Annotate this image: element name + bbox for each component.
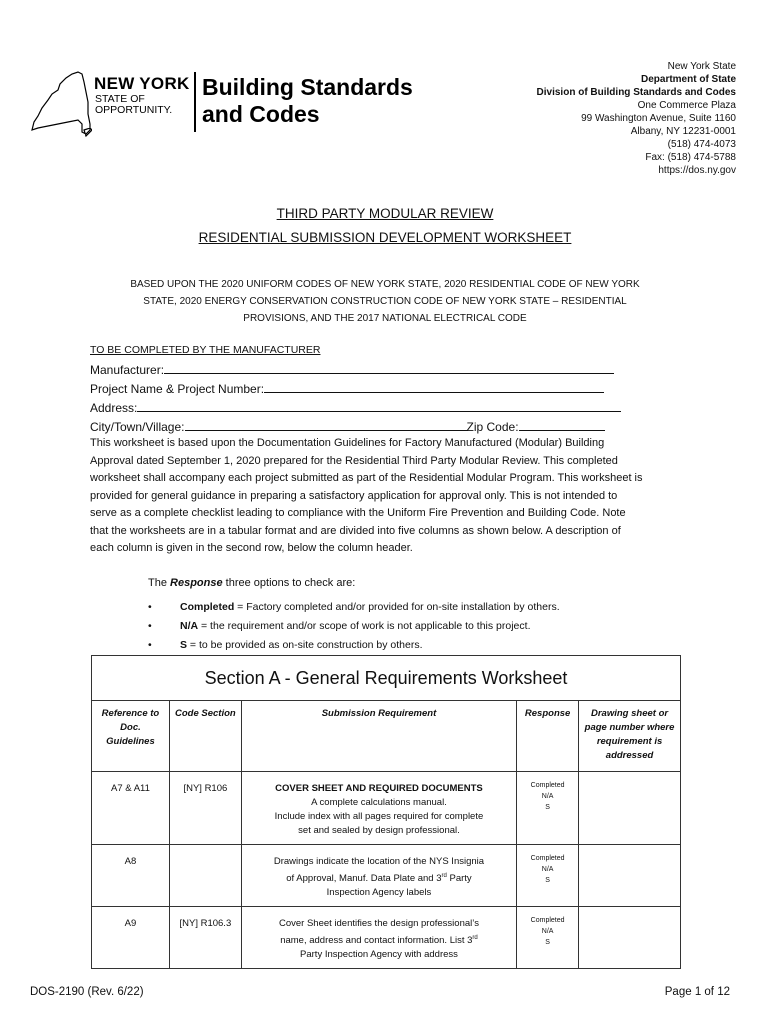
manufacturer-field xyxy=(90,359,690,378)
table-row xyxy=(92,845,681,907)
logo-divider xyxy=(194,72,196,132)
section-a-title: Section A - General Requirements Worksheet xyxy=(92,656,681,701)
response-option-s[interactable]: S xyxy=(545,877,550,884)
response-options-intro xyxy=(148,577,355,589)
form-number: DOS-2190 (Rev. 6/22) xyxy=(30,986,144,998)
response-option-completed[interactable]: Completed xyxy=(530,917,565,925)
requirement-line: Include index with all pages required for complete xyxy=(274,811,484,822)
header-reference: Reference to Doc. Guidelines xyxy=(92,701,170,772)
cell-code: [NY] R106.3 xyxy=(169,907,241,969)
response-intro-post: three options to check are: xyxy=(222,577,356,589)
cell-drawing-sheet[interactable] xyxy=(579,772,681,845)
requirement-text: name, address and contact information. List 3 xyxy=(280,935,473,947)
address-city: Albany, NY 12231-0001 xyxy=(630,126,736,137)
address-label: Address: xyxy=(90,401,138,415)
agency-address-block xyxy=(537,60,736,177)
ordinal-suffix: rd xyxy=(441,873,447,879)
header-code: Code Section xyxy=(169,701,241,772)
response-options-list xyxy=(148,598,560,655)
logo-tagline-line-2: OPPORTUNITY. xyxy=(95,104,173,116)
address-state: New York State xyxy=(667,61,736,72)
manufacturer-input-line[interactable] xyxy=(164,359,614,374)
document-title-line-1: THIRD PARTY MODULAR REVIEW xyxy=(276,206,494,221)
project-input-line[interactable] xyxy=(264,378,604,393)
table-header-row xyxy=(92,701,681,772)
manufacturer-label: Manufacturer: xyxy=(90,363,165,377)
response-option-completed[interactable]: Completed xyxy=(530,855,565,862)
address-plaza: One Commerce Plaza xyxy=(637,100,736,111)
logo-new-york-text: NEW YORK xyxy=(94,74,190,93)
requirement-heading: COVER SHEET AND REQUIRED DOCUMENTS xyxy=(275,783,483,794)
cell-reference: A8 xyxy=(92,845,170,907)
based-upon-line-2: STATE, 2020 ENERGY CONSERVATION CONSTRUCTION CODE OF NEW YORK STATE – RESIDENTIAL xyxy=(143,296,627,307)
response-intro-word: Response xyxy=(170,577,223,589)
bullet-icon: • xyxy=(148,620,152,632)
new-york-state-outline-icon xyxy=(28,64,92,140)
zip-input-line[interactable] xyxy=(519,416,605,431)
cell-code: [NY] R106 xyxy=(169,772,241,845)
requirement-line: A complete calculations manual. xyxy=(311,797,447,808)
cell-code xyxy=(169,845,241,907)
address-phone: (518) 474-4073 xyxy=(667,139,736,150)
table-row xyxy=(92,907,681,969)
manufacturer-form-heading: TO BE COMPLETED BY THE MANUFACTURER xyxy=(90,344,321,356)
option-text: = the requirement and/or scope of work is not applicable to this project. xyxy=(198,620,531,632)
description-line-4: provided for general guidance in preparing a satisfactory application for approval only. This is not intended to xyxy=(90,489,618,502)
based-upon-statement xyxy=(95,276,675,327)
cell-drawing-sheet[interactable] xyxy=(579,907,681,969)
description-line-5: serve as a complete checklist leading to compliance with the Uniform Fire Prevention and Building Code. Note xyxy=(90,507,626,519)
response-option-s[interactable]: S xyxy=(545,939,550,947)
cell-requirement xyxy=(241,772,516,845)
address-input-line[interactable] xyxy=(137,397,621,412)
description-line-7: each column is given in the second row, below the column header. xyxy=(90,542,413,554)
page-number: Page 1 of 12 xyxy=(664,986,730,998)
agency-logo xyxy=(28,60,428,150)
logo-division-name xyxy=(202,74,413,128)
response-option-na[interactable]: N/A xyxy=(541,928,554,936)
city-label: City/Town/Village: xyxy=(90,420,185,434)
requirement-line xyxy=(248,869,510,886)
cell-drawing-sheet[interactable] xyxy=(579,845,681,907)
project-field xyxy=(90,378,690,397)
worksheet-description xyxy=(90,435,670,558)
option-text: = to be provided as on-site construction by others. xyxy=(187,639,423,651)
list-item xyxy=(148,636,560,655)
requirement-line: Party Inspection Agency with address xyxy=(300,949,458,961)
option-text: = Factory completed and/or provided for on-site installation by others. xyxy=(234,601,560,613)
requirement-line: Drawings indicate the location of the NYS Insignia xyxy=(273,856,485,867)
logo-division-line-1: Building Standards xyxy=(202,74,413,100)
based-upon-line-1: BASED UPON THE 2020 UNIFORM CODES OF NEW YORK STATE, 2020 RESIDENTIAL CODE OF NEW YORK xyxy=(130,279,640,290)
cell-response[interactable] xyxy=(517,845,579,907)
zip-label: Zip Code: xyxy=(466,420,519,434)
requirement-line: set and sealed by design professional. xyxy=(298,825,460,836)
header-response: Response xyxy=(517,701,579,772)
requirement-text: of Approval, Manuf. Data Plate and 3 xyxy=(286,873,442,885)
address-field xyxy=(90,397,690,416)
document-title-line-2: RESIDENTIAL SUBMISSION DEVELOPMENT WORKSHEET xyxy=(198,230,572,245)
header-requirement: Submission Requirement xyxy=(241,701,516,772)
option-term: Completed xyxy=(180,601,235,613)
option-term: S xyxy=(180,639,188,651)
cell-response[interactable] xyxy=(517,907,579,969)
list-item xyxy=(148,617,560,636)
description-line-3: worksheet shall accompany each project submitted as part of the Residential Modular Program. This worksheet is xyxy=(90,472,643,484)
cell-requirement xyxy=(241,907,516,969)
logo-division-line-2: and Codes xyxy=(202,101,320,127)
response-option-completed[interactable]: Completed xyxy=(530,782,565,789)
description-line-2: Approval dated September 1, 2020 prepared for the Residential Third Party Modular Review. This completed xyxy=(90,454,618,467)
response-option-na[interactable]: N/A xyxy=(541,866,554,873)
cell-response[interactable] xyxy=(517,772,579,845)
cell-requirement xyxy=(241,845,516,907)
address-division: Division of Building Standards and Codes xyxy=(536,87,736,98)
description-line-1: This worksheet is based upon the Documentation Guidelines for Factory Manufactured (Modular) Building xyxy=(90,437,605,449)
cell-reference: A9 xyxy=(92,907,170,969)
response-option-s[interactable]: S xyxy=(545,804,550,811)
requirement-line: Cover Sheet identifies the design professional’s xyxy=(278,918,479,930)
manufacturer-form xyxy=(90,344,690,435)
option-term: N/A xyxy=(180,620,199,632)
response-option-na[interactable]: N/A xyxy=(541,793,554,800)
description-line-6: that the worksheets are in a tabular format and are divided into five columns as shown below. A description of xyxy=(90,524,621,537)
address-street: 99 Washington Avenue, Suite 1160 xyxy=(581,113,736,124)
project-label: Project Name & Project Number: xyxy=(90,382,265,396)
logo-tagline xyxy=(95,94,172,116)
table-row xyxy=(92,772,681,845)
ordinal-suffix: rd xyxy=(472,935,478,942)
city-input-line[interactable] xyxy=(185,416,467,431)
address-fax: Fax: (518) 474-5788 xyxy=(645,152,736,163)
bullet-icon: • xyxy=(148,601,152,613)
section-a-table xyxy=(91,655,681,969)
list-item xyxy=(148,598,560,617)
bullet-icon: • xyxy=(148,639,152,651)
address-website: https://dos.ny.gov xyxy=(658,165,736,176)
city-zip-field xyxy=(90,416,690,435)
address-department: Department of State xyxy=(640,74,736,85)
header-drawing: Drawing sheet or page number where requirement is addressed xyxy=(579,701,681,772)
requirement-line xyxy=(248,931,510,948)
response-intro-pre: The xyxy=(148,577,171,589)
cell-reference: A7 & A11 xyxy=(92,772,170,845)
requirement-line: Inspection Agency labels xyxy=(326,887,432,899)
requirement-text: Party xyxy=(446,873,472,885)
based-upon-line-3: PROVISIONS, AND THE 2017 NATIONAL ELECTRICAL CODE xyxy=(243,313,527,324)
logo-tagline-line-1: STATE OF xyxy=(95,93,145,105)
